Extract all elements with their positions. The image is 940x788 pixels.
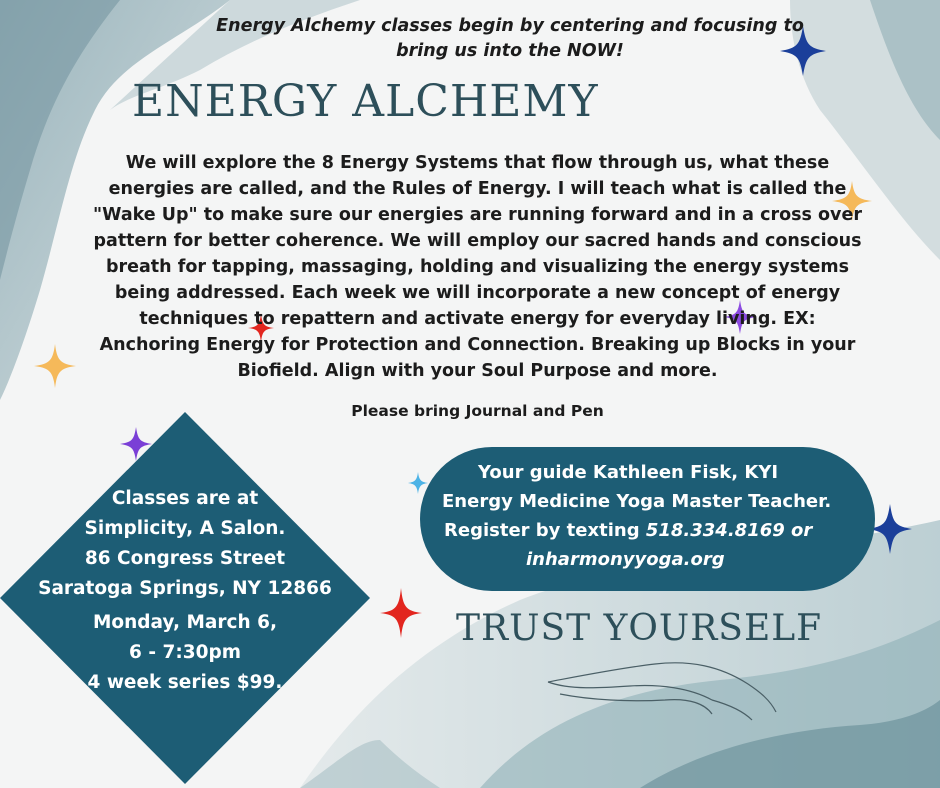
class-details (20, 484, 350, 698)
tagline: TRUST YOURSELF (456, 608, 823, 649)
description (80, 150, 875, 384)
description-line: pattern for better coherence. We will employ our sacred hands and conscious (93, 231, 862, 251)
guide-name: Your guide Kathleen Fisk, KYI (478, 462, 779, 483)
intro-line: bring us into the NOW! (396, 41, 624, 61)
intro-text (190, 14, 830, 64)
description-line: Biofield. Align with your Soul Purpose and more. (237, 361, 718, 381)
description-line: We will explore the 8 Energy Systems that flow through us, what these (125, 153, 830, 173)
details-line: 6 - 7:30pm (129, 642, 241, 663)
guide-info (420, 458, 875, 574)
details-line: Classes are at (111, 488, 259, 509)
details-line: Monday, March 6, (92, 612, 278, 633)
intro-line: Energy Alchemy classes begin by centering and focusing to (216, 16, 804, 36)
description-line: energies are called, and the Rules of Energy. I will teach what is called the (108, 179, 847, 199)
guide-title: Energy Medicine Yoga Master Teacher. (442, 491, 832, 512)
description-line: Anchoring Energy for Protection and Connection. Breaking up Blocks in your (99, 335, 856, 355)
details-line: Simplicity, A Salon. (84, 518, 286, 539)
page-title: ENERGY ALCHEMY (132, 76, 599, 127)
description-line: "Wake Up" to make sure our energies are running forward and in a cross over (93, 205, 862, 225)
details-line: 86 Congress Street (84, 548, 286, 569)
purple-sparkle-icon (120, 427, 152, 461)
website: inharmonyyoga.org (526, 549, 725, 570)
details-line: Saratoga Springs, NY 12866 (38, 578, 332, 599)
description-line: being addressed. Each week we will incorporate a new concept of energy (114, 283, 841, 303)
description-line: breath for tapping, massaging, holding and visualizing the energy systems (105, 257, 850, 277)
phone-number: 518.334.8169 or (645, 520, 813, 541)
description-line: techniques to repattern and activate energy for everyday living. EX: (139, 309, 816, 329)
register-label: Register by texting (444, 520, 646, 541)
gold-sparkle-icon (34, 344, 76, 388)
red-sparkle-icon (380, 588, 422, 638)
bring-note: Please bring Journal and Pen (351, 402, 604, 420)
register-line (420, 516, 875, 545)
details-line: 4 week series $99. (87, 672, 283, 693)
